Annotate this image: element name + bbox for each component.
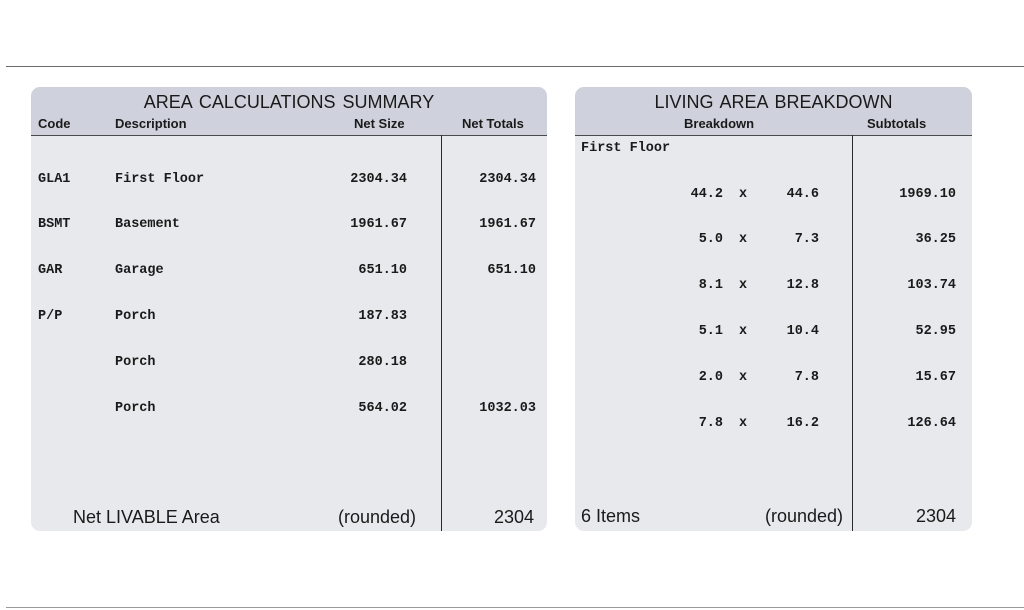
- net-livable-area-label: Net LIVABLE Area: [73, 507, 220, 527]
- multiply-sign: x: [739, 186, 748, 202]
- net-size-cell: 2304.34: [350, 171, 407, 187]
- breakdown-width-cell: 12.8: [786, 278, 819, 294]
- summary-column-divider: [441, 135, 442, 531]
- description-cell: Porch: [115, 309, 156, 325]
- net-total-cell: 1032.03: [479, 401, 536, 417]
- area-calculations-summary-panel: [31, 87, 547, 531]
- description-cell: First Floor: [115, 171, 205, 187]
- multiply-sign: x: [739, 370, 748, 386]
- breakdown-length-cell: 5.1: [698, 324, 723, 340]
- multiply-sign: x: [739, 324, 748, 340]
- breakdown-width-cell: 7.8: [794, 370, 819, 386]
- net-totals-column: [449, 141, 536, 447]
- multiply-sign: x: [739, 232, 748, 248]
- description-cell: Porch: [115, 401, 156, 417]
- net-total-cell: [449, 309, 536, 324]
- net-size-cell: 651.10: [358, 263, 407, 279]
- net-size-column: [321, 141, 407, 447]
- description-cell: Porch: [115, 355, 156, 371]
- breakdown-column-divider: [852, 135, 853, 531]
- rounded-label: (rounded): [338, 507, 417, 527]
- breakdown-section-label: First Floor: [581, 141, 671, 156]
- breakdown-length-cell: 2.0: [698, 370, 723, 386]
- net-size-cell: 1961.67: [350, 217, 407, 233]
- subtotal-cell: 126.64: [907, 416, 956, 432]
- multiply-sign: x: [739, 416, 748, 432]
- net-livable-area-total: 2304: [494, 507, 535, 527]
- code-column-header: Code: [38, 116, 71, 131]
- breakdown-length-column: [665, 156, 723, 462]
- breakdown-length-cell: 44.2: [690, 186, 723, 202]
- multiply-sign: x: [739, 278, 748, 294]
- code-cell: P/P: [38, 309, 63, 325]
- summary-title: AREA CALCULATIONS SUMMARY: [143, 92, 435, 112]
- code-column: [38, 141, 108, 447]
- bottom-divider-line: [6, 607, 1024, 608]
- breakdown-width-cell: 7.3: [794, 232, 819, 248]
- code-cell: [38, 401, 108, 416]
- subtotals-column: [865, 156, 956, 462]
- subtotal-cell: 36.25: [915, 232, 956, 248]
- rounded-label: (rounded): [765, 506, 844, 526]
- code-cell: GLA1: [38, 171, 71, 187]
- code-cell: GAR: [38, 263, 63, 279]
- summary-header: [31, 87, 547, 136]
- code-cell: BSMT: [38, 217, 71, 233]
- code-cell: [38, 355, 108, 370]
- subtotal-cell: 52.95: [915, 324, 956, 340]
- net-total-cell: [449, 355, 536, 370]
- breakdown-header: [575, 87, 972, 136]
- net-size-cell: 280.18: [358, 355, 407, 371]
- net-total-cell: 2304.34: [479, 171, 536, 187]
- net-total-cell: 1961.67: [479, 217, 536, 233]
- subtotal-cell: 103.74: [907, 278, 956, 294]
- living-area-total: 2304: [916, 506, 957, 526]
- breakdown-column-header: Breakdown: [684, 116, 755, 131]
- subtotal-cell: 15.67: [915, 370, 956, 386]
- description-cell: Basement: [115, 217, 180, 233]
- net-size-column-header: Net Size: [354, 116, 405, 131]
- breakdown-length-cell: 8.1: [698, 278, 723, 294]
- subtotal-cell: 1969.10: [899, 186, 956, 202]
- description-cell: Garage: [115, 263, 164, 279]
- breakdown-title: LIVING AREA BREAKDOWN: [654, 92, 893, 112]
- breakdown-width-column: [765, 156, 819, 462]
- net-total-cell: 651.10: [487, 263, 536, 279]
- multiply-sign-column: [739, 156, 751, 462]
- breakdown-length-cell: 5.0: [698, 232, 723, 248]
- breakdown-length-cell: 7.8: [698, 416, 723, 432]
- net-size-cell: 187.83: [358, 309, 407, 325]
- description-column-header: Description: [115, 116, 187, 131]
- breakdown-width-cell: 44.6: [786, 186, 819, 202]
- living-area-breakdown-panel: [575, 87, 972, 531]
- breakdown-width-cell: 16.2: [786, 416, 819, 432]
- net-size-cell: 564.02: [358, 401, 407, 417]
- subtotals-column-header: Subtotals: [867, 116, 927, 131]
- top-divider-line: [6, 66, 1024, 67]
- net-totals-column-header: Net Totals: [462, 116, 524, 131]
- items-count-label: 6 Items: [581, 506, 641, 526]
- description-column: [115, 141, 315, 447]
- breakdown-width-cell: 10.4: [786, 324, 819, 340]
